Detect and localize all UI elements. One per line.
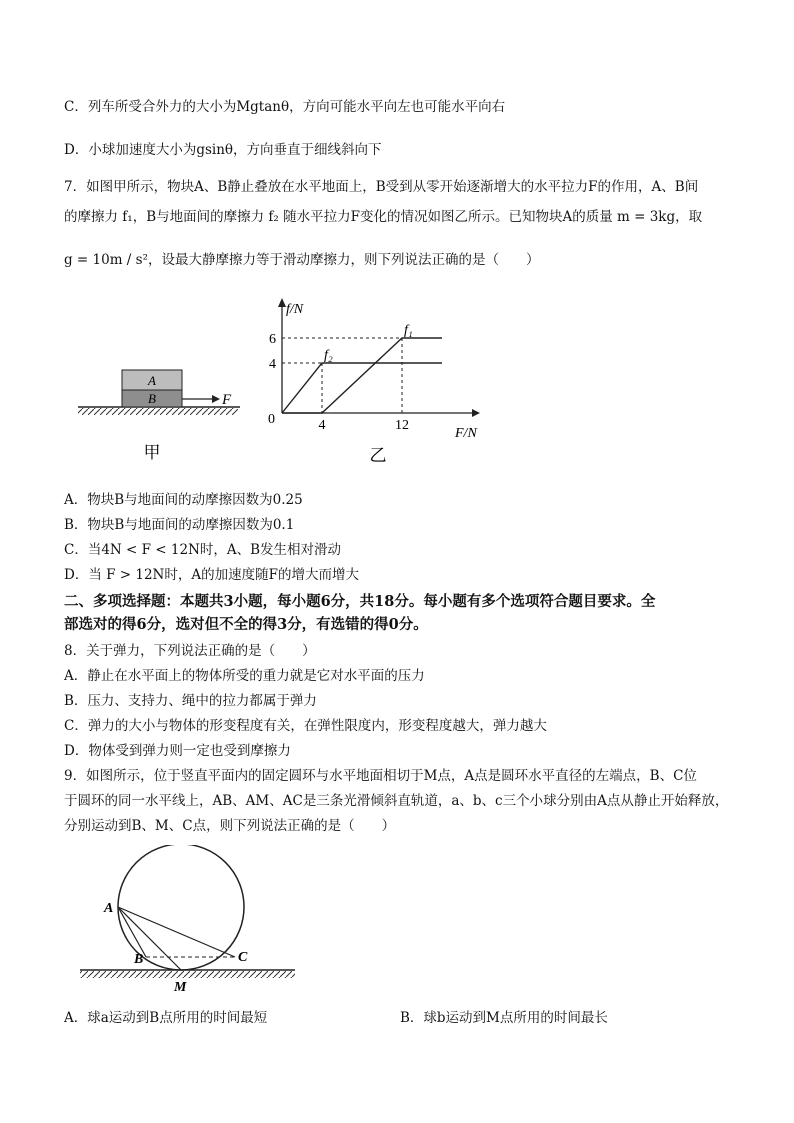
ground-hatch [78,408,238,415]
series-label-2: f₂ [324,348,333,363]
track-ab [118,907,146,957]
q9-stem-line3: 分别运动到B、M、C点，则下列说法正确的是（ ） [64,818,396,834]
x-tick-label-2: 12 [395,418,409,433]
ground-hatch [80,971,295,978]
point-a-label: A [104,901,114,916]
y-tick-label-2: 6 [269,332,276,347]
section2-heading-line2: 部选对的得6分，选对但不全的得3分，有选错的得0分。 [64,616,428,633]
figure-yi-chart [260,293,500,473]
q8-option-c: C．弹力的大小与物体的形变程度有关，在弹性限度内，形变程度越大，弹力越大 [64,718,547,734]
series-label-1: f₁ [404,323,413,338]
force-label: F [222,392,232,408]
q8-stem: 8．关于弹力，下列说法正确的是（ ） [64,643,316,659]
guide-lines [282,338,402,413]
q7-option-a: A．物块B与地面间的动摩擦因数为0.25 [64,492,303,508]
track-am [118,907,181,970]
q8-option-b: B．压力、支持力、绳中的拉力都属于弹力 [64,693,317,709]
point-m-label: M [174,980,187,995]
block-b-label: B [148,391,156,406]
q7-option-d: D．当 F > 12N时，A的加速度随F的增大而增大 [64,567,359,583]
track-ac [118,907,235,957]
series-line-2 [282,363,442,413]
figure-jia [70,355,250,470]
force-arrow-head [212,395,220,403]
q6-option-d: D．小球加速度大小为gsinθ，方向垂直于细线斜向下 [64,142,382,158]
q9-stem-line2: 于圆环的同一水平线上，AB、AM、AC是三条光滑倾斜直轨道，a、b、c三个小球分别由A点从静止开始释放， [64,793,729,809]
figure-yi-caption: 乙 [369,446,387,465]
q8-option-d: D．物体受到弹力则一定也受到摩擦力 [64,743,291,759]
y-tick-label-1: 4 [269,357,276,372]
block-a-label: A [148,373,156,388]
y-axis-arrow [278,298,286,307]
figure-jia-caption: 甲 [143,443,161,462]
q7-option-c: C．当4N < F < 12N时，A、B发生相对滑动 [64,542,342,558]
q9-option-a: A．球a运动到B点所用的时间最短 [64,1010,268,1026]
q7-stem-line3: g = 10m / s²，设最大静摩擦力等于滑动摩擦力，则下列说法正确的是（ ） [64,252,540,268]
point-b-label: B [134,952,144,967]
figure-q9 [70,845,310,995]
series-labels [324,323,413,363]
q7-option-b: B．物块B与地面间的动摩擦因数为0.1 [64,517,295,533]
series-line-1 [282,338,442,413]
series-lines [282,338,442,413]
q6-option-c: C．列车所受合外力的大小为Mgtanθ，方向可能水平向左也可能水平向右 [64,99,506,115]
point-c-label: C [238,950,248,965]
section2-heading-line1: 二、多项选择题：本题共3小题，每小题6分，共18分。每小题有多个选项符合题目要求。全 [64,593,656,610]
q8-option-a: A．静止在水平面上的物体所受的重力就是它对水平面的压力 [64,668,425,684]
q9-stem-line1: 9．如图所示，位于竖直平面内的固定圆环与水平地面相切于M点，A点是圆环水平直径的左端点，B、C位 [64,768,697,784]
q7-stem-line2: 的摩擦力 f₁，B与地面间的摩擦力 f₂ 随水平拉力F变化的情况如图乙所示。已知物块A的质量 m = 3kg，取 [64,209,703,225]
x-axis-label: F/N [455,426,477,441]
y-axis-label: f/N [286,302,304,317]
q7-stem-line1: 7．如图甲所示，物块A、B静止叠放在水平地面上，B受到从零开始逐渐增大的水平拉力F的作用，A、B间 [64,179,699,195]
origin-label: 0 [268,412,275,427]
x-axis-arrow [472,409,480,417]
q9-option-b: B．球b运动到M点所用的时间最长 [400,1010,608,1026]
x-tick-label-1: 4 [318,418,326,433]
tick-labels [269,332,409,433]
